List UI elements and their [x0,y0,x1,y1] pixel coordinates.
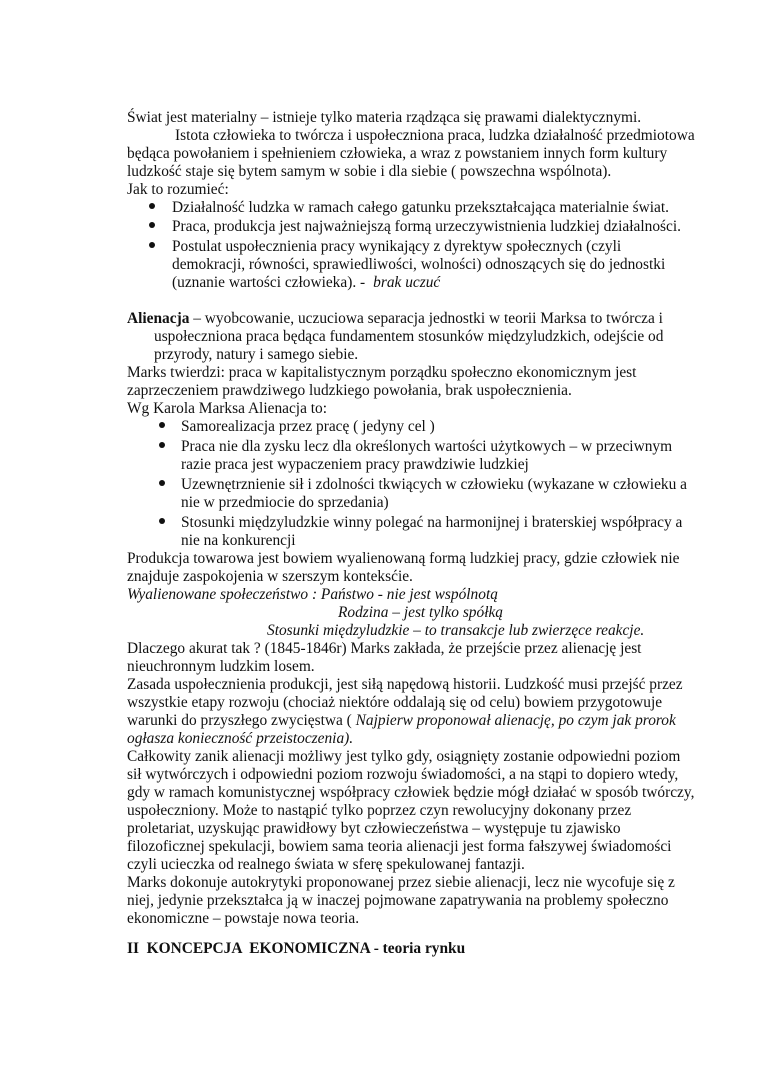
paragraph-line: uspołeczniony. Może to nastąpić tylko poprzez czyn rewolucyjny dokonany przez [127,802,632,819]
list-item-continuation: nie w przedmiocie do sprzedania) [181,494,389,511]
list-item: Samorealizacja przez pracę ( jedyny cel ) [181,418,435,435]
italic-line: Rodzina – jest tylko spółką [338,604,503,621]
list-item-note: brak uczuć [373,274,441,291]
paragraph-line: wszystkie etapy rozwoju (chociaż niektóre oddalają się od celu) bowiem przygotowuje [127,694,663,711]
paragraph-line: nieuchronnym ludzkim losem. [127,658,315,675]
paragraph-line: czyli ucieczka od realnego świata w sferę spekulowanej fantazji. [127,856,525,873]
bullet-icon [149,242,155,248]
bullet-icon [149,203,155,209]
paragraph-line: Produkcja towarowa jest bowiem wyalienowaną formą ludzkiej pracy, gdzie człowiek nie [127,550,680,567]
paragraph-line: gdy w ramach komunistycznej współpracy człowiek będzie mógł działać w sposób twórczy, [127,784,695,801]
paragraph-line: filozoficznej spekulacji, bowiem sama teoria alienacji jest forma fałszywej świadomości [127,838,672,855]
list-item: Praca nie dla zysku lecz dla określonych wartości użytkowych – w przeciwnym [181,438,673,455]
bullet-icon [159,422,165,428]
paragraph-line: Wg Karola Marksa Alienacja to: [127,400,328,417]
paragraph-line: proletariat, uzyskując prawidłowy byt człowieczeństwa – występuje tu zjawisko [127,820,621,837]
paragraph-line: niej, jedynie przekształca ją w inaczej pojmowane zapatrywania na problemy społeczno [127,892,669,909]
list-item-continuation: demokracji, równości, sprawiedliwości, wolności) odnoszących się do jednostki [172,256,666,273]
list-item: Uzewnętrznienie sił i zdolności tkwiących w człowieku (wykazane w człowieku a [181,476,687,493]
paragraph-line: Marks twierdzi: praca w kapitalistycznym porządku społeczno ekonomicznym jest [127,364,637,381]
paragraph-text: warunki do przyszłego zwycięstwa ( [127,712,352,729]
bullet-icon [159,442,165,448]
paragraph-line: sił wytwórczych i odpowiedni poziom rozwoju świadomości, a na stąpi to dopiero wtedy, [127,766,679,783]
definition-term: Alienacja [127,310,190,327]
list-item: Działalność ludzka w ramach całego gatunku przekształcająca materialnie świat. [172,199,669,216]
question-line: Jak to rozumieć: [127,181,229,198]
list-item: Praca, produkcja jest najważniejszą formą urzeczywistnienia ludzkiej działalności. [172,218,681,235]
bullet-icon [159,518,165,524]
definition-line: przyrody, natury i samego siebie. [154,346,359,363]
paragraph-line: znajduje zaspokojenia w szerszym konteksćie. [127,568,413,585]
paragraph-essence-line: ludzkość staje się bytem samym w sobie i dla siebie ( powszechna wspólnota). [127,163,612,180]
italic-line: Wyalienowane społeczeństwo : Państwo - nie jest wspólnotą [127,586,498,603]
list-item-text: (uznanie wartości człowieka). - [172,274,366,291]
list-item: Postulat uspołecznienia pracy wynikający z dyrektyw społecznych (czyli [172,238,622,255]
paragraph-line: Dlaczego akurat tak ? (1845-1846r) Marks zakłada, że przejście przez alienację jest [127,640,642,657]
definition-line [127,310,663,328]
bullet-icon [149,222,155,228]
list-item: Stosunki międzyludzkie winny polegać na harmonijnej i braterskiej współpracy a [181,514,683,531]
bullet-icon [159,480,165,486]
paragraph-line: ogłasza konieczność przeistoczenia). [127,730,354,747]
list-item-continuation: nie na konkurencji [181,532,296,549]
list-item-continuation: razie praca jest wypaczeniem pracy prawdziwie ludzkiej [181,456,529,473]
paragraph-line: ekonomiczne – powstaje nowa teoria. [127,910,360,927]
paragraph-line: Zasada uspołecznienia produkcji, jest siłą napędową historii. Ludzkość musi przejść przez [127,676,683,693]
italic-line: Stosunki międzyludzkie – to transakcje lub zwierzęce reakcje. [267,622,645,639]
section-heading: II KONCEPCJA EKONOMICZNA - teoria rynku [127,940,466,957]
paragraph-materialism: Świat jest materialny – istnieje tylko materia rządząca się prawami dialektycznymi. [127,109,642,126]
paragraph-line: zaprzeczeniem prawdziwego ludzkiego powołania, brak uspołecznienia. [127,382,572,399]
paragraph-essence-line: będąca powołaniem i spełnieniem człowieka, a wraz z powstaniem innych form kultury [127,145,668,162]
paragraph-line [127,712,676,730]
paragraph-italic: Najpierw proponował alienację, po czym jak prorok [355,712,676,729]
definition-text: – wyobcowanie, uczuciowa separacja jednostki w teorii Marksa to twórcza i [193,310,663,327]
paragraph-line: Marks dokonuje autokrytyki proponowanej przez siebie alienacji, lecz nie wycofuje się z [127,874,675,891]
definition-line: uspołeczniona praca będąca fundamentem stosunków międzyludzkich, odejście od [154,328,664,345]
list-item-continuation [172,274,440,292]
paragraph-essence-line: Istota człowieka to twórcza i uspołeczniona praca, ludzka działalność przedmiotowa [175,127,695,144]
paragraph-line: Całkowity zanik alienacji możliwy jest tylko gdy, osiągnięty zostanie odpowiedni poziom [127,748,681,765]
